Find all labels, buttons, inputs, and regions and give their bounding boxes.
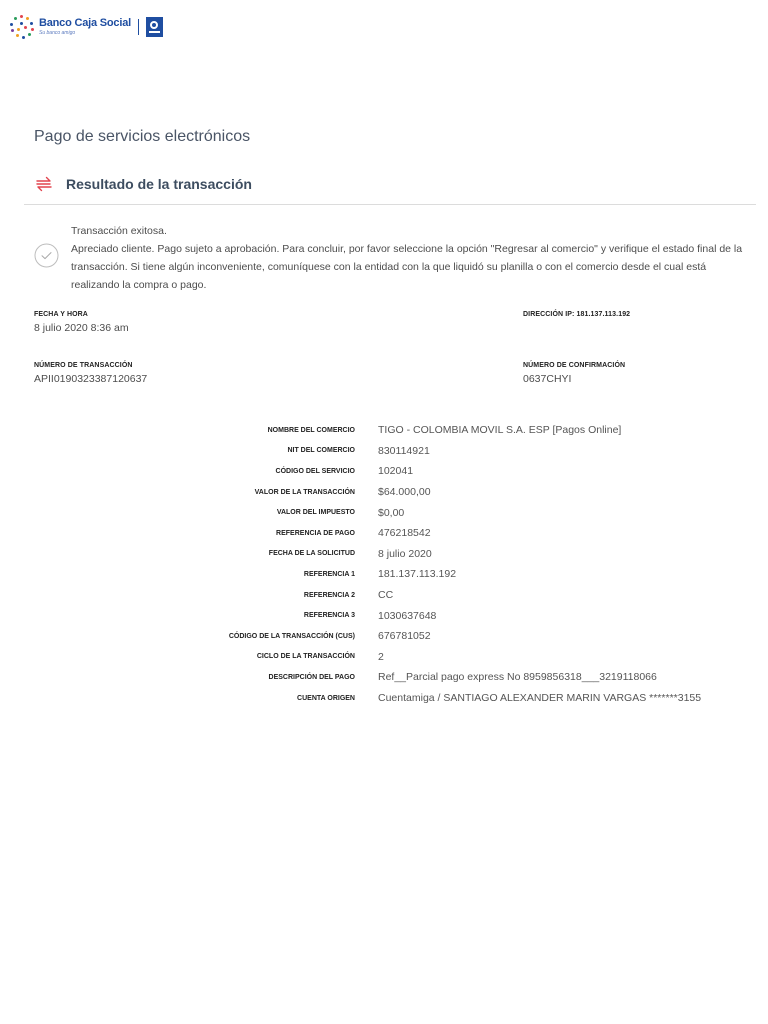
detail-label: CÓDIGO DE LA TRANSACCIÓN (CUS) — [228, 632, 355, 640]
detail-row — [24, 647, 744, 668]
detail-label: NIT DEL COMERCIO — [287, 447, 355, 455]
detail-row — [24, 605, 744, 626]
detail-row — [24, 564, 744, 585]
transaction-number-value: APII0190323387120637 — [34, 373, 148, 385]
detail-label: REFERENCIA DE PAGO — [276, 529, 355, 537]
detail-label: FECHA DE LA SOLICITUD — [268, 550, 355, 558]
detail-label: CUENTA ORIGEN — [297, 694, 355, 702]
detail-value: 1030637648 — [378, 609, 437, 622]
bank-name: Banco Caja Social — [39, 17, 131, 29]
confirmation-number-value: 0637CHYI — [523, 373, 572, 385]
detail-value: 8 julio 2020 — [378, 547, 432, 560]
detail-label: CÓDIGO DEL SERVICIO — [275, 467, 355, 475]
detail-row — [24, 585, 744, 606]
transaction-details — [24, 420, 744, 708]
detail-label: REFERENCIA 1 — [303, 570, 355, 578]
ip-label: DIRECCIÓN IP: 181.137.113.192 — [523, 311, 631, 318]
transaction-number-label: NÚMERO DE TRANSACCIÓN — [34, 362, 133, 369]
confirmation-number-label: NÚMERO DE CONFIRMACIÓN — [523, 362, 626, 369]
detail-value: TIGO - COLOMBIA MOVIL S.A. ESP [Pagos Online] — [378, 424, 622, 437]
detail-value: CC — [378, 589, 394, 602]
detail-value: Cuentamiga / SANTIAGO ALEXANDER MARIN VARGAS *******3155 — [378, 692, 702, 705]
bank-logo — [10, 12, 163, 42]
detail-value: 102041 — [378, 465, 414, 478]
detail-label: REFERENCIA 3 — [303, 612, 355, 620]
detail-row — [24, 688, 744, 709]
logo-divider — [138, 19, 139, 35]
exchange-arrows-icon — [34, 174, 54, 194]
detail-row — [24, 523, 744, 544]
detail-label: NOMBRE DEL COMERCIO — [267, 426, 355, 434]
detail-row — [24, 461, 744, 482]
bank-slogan: Su banco amigo — [39, 30, 76, 36]
status-title: Transacción exitosa. — [71, 225, 167, 237]
detail-value: 181.137.113.192 — [378, 568, 457, 581]
detail-row — [24, 544, 744, 565]
detail-row — [24, 441, 744, 462]
detail-value: 476218542 — [378, 527, 431, 540]
status-description: Apreciado cliente. Pago sujeto a aprobación. Para concluir, por favor seleccione la opción "Regresar al comercio" y verifique el estado final de la transacción. Si tiene algún inconveniente, comuníquese con la entidad con la que liquidó su planilla o con el comercio desde el cual está realizando la compra o pago. — [71, 243, 743, 291]
detail-row — [24, 626, 744, 647]
section-divider — [24, 204, 756, 205]
detail-label: CICLO DE LA TRANSACCIÓN — [256, 653, 355, 661]
section-header — [34, 174, 252, 194]
status-message — [71, 222, 743, 294]
detail-label: DESCRIPCIÓN DEL PAGO — [268, 673, 355, 681]
detail-label: VALOR DE LA TRANSACCIÓN — [254, 488, 355, 496]
date-value: 8 julio 2020 8:36 am — [34, 322, 129, 334]
detail-row — [24, 482, 744, 503]
detail-value: Ref__Parcial pago express No 8959856318___3219118066 — [378, 671, 657, 684]
detail-row — [24, 420, 744, 441]
detail-label: VALOR DEL IMPUESTO — [276, 509, 355, 517]
check-circle-icon — [34, 243, 59, 268]
detail-value: 2 — [378, 650, 384, 663]
date-label: FECHA Y HORA — [34, 311, 88, 318]
detail-value: $0,00 — [378, 506, 405, 519]
detail-label: REFERENCIA 2 — [303, 591, 355, 599]
starburst-logo-icon — [10, 15, 34, 39]
page-title: Pago de servicios electrónicos — [34, 128, 251, 145]
detail-row — [24, 502, 744, 523]
detail-value: 830114921 — [378, 444, 430, 457]
group-badge-icon — [146, 17, 163, 37]
detail-value: $64.000,00 — [378, 486, 431, 499]
detail-row — [24, 667, 744, 688]
detail-value: 676781052 — [378, 630, 431, 643]
section-title: Resultado de la transacción — [66, 176, 252, 192]
